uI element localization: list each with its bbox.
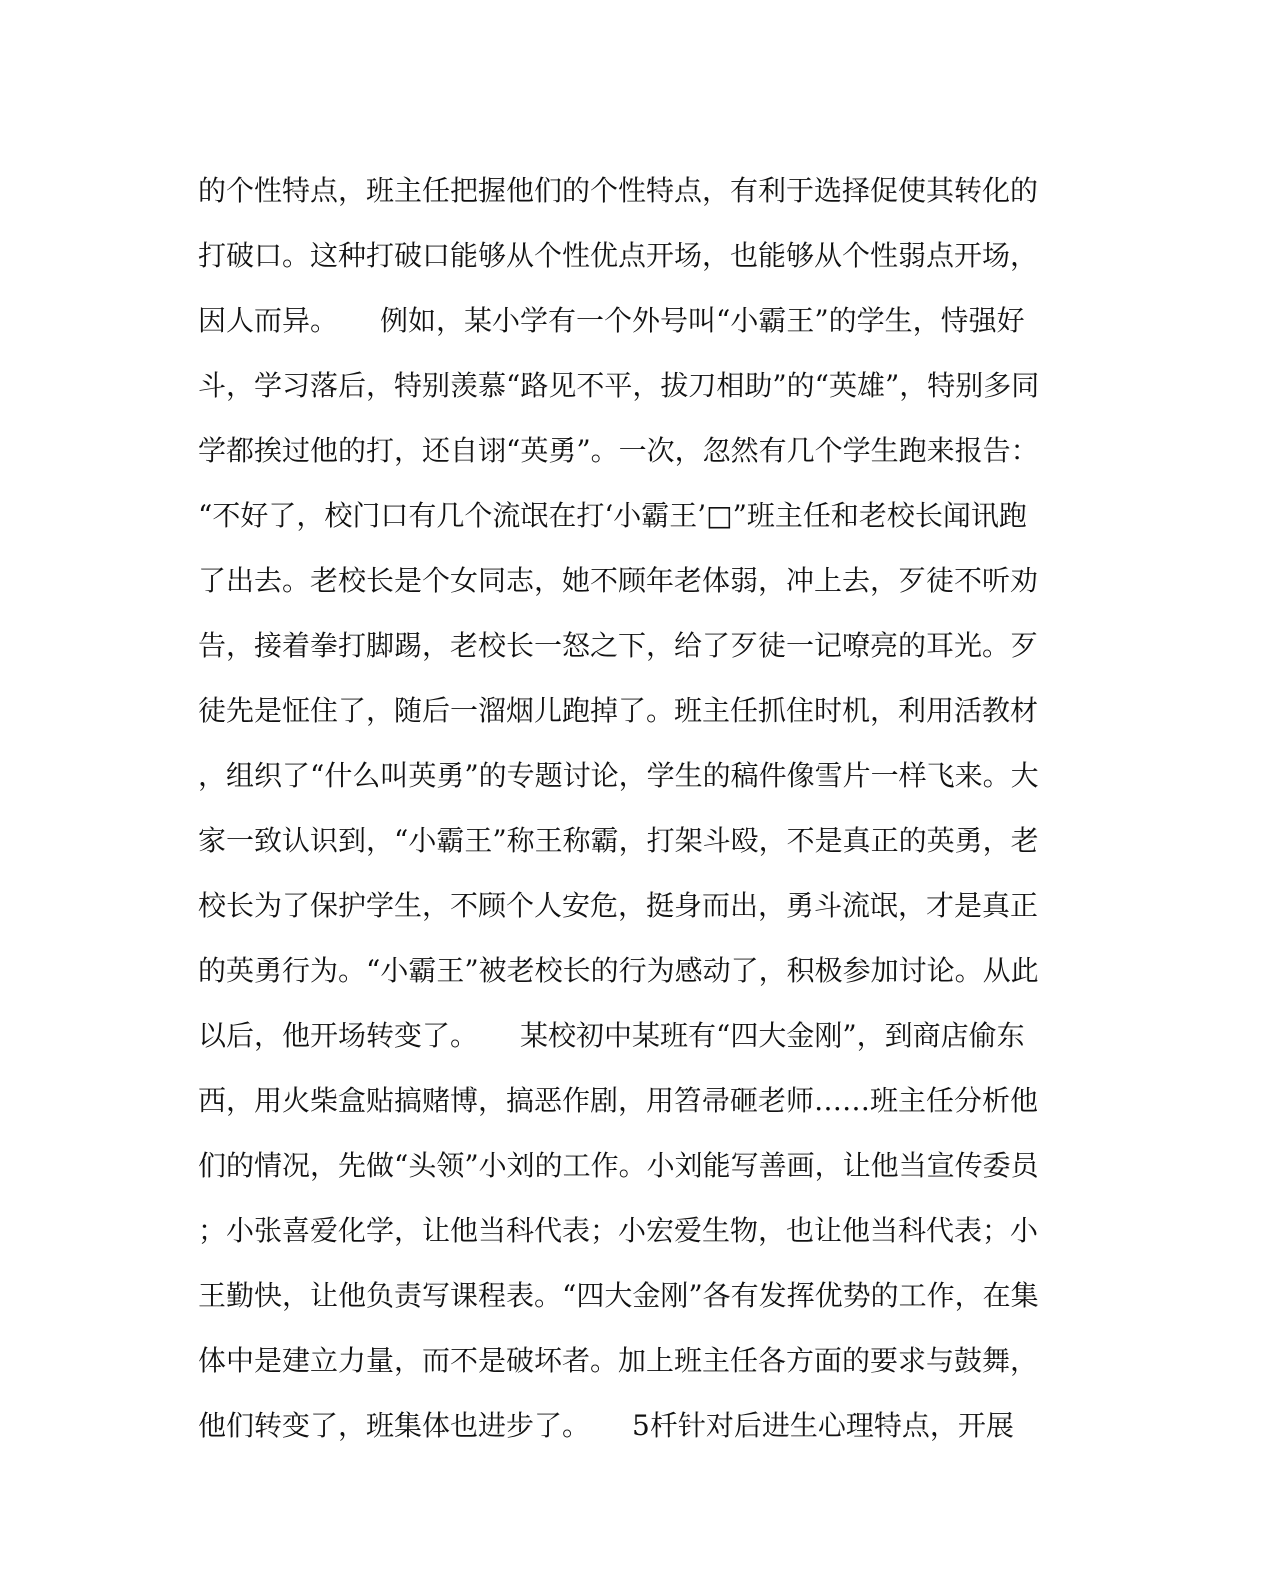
text-line: 斗，学习落后，特别羡慕“路见不平，拔刀相助”的“英雄”，特别多同 bbox=[198, 369, 1040, 402]
text-line: 校长为了保护学生，不顾个人安危，挺身而出，勇斗流氓，才是真正 bbox=[198, 889, 1039, 922]
text-line: 西，用火柴盒贴搞赌博，搞恶作剧，用笤帚砸老师……班主任分析他 bbox=[198, 1084, 1039, 1117]
text-line: 打破口。这种打破口能够从个性优点开场，也能够从个性弱点开场， bbox=[198, 239, 1039, 272]
text-line: 他们转变了，班集体也进步了。 5杄针对后进生心理特点，开展 bbox=[198, 1409, 1014, 1442]
text-line: 的英勇行为。“小霸王”被老校长的行为感动了，积极参加讨论。从此 bbox=[198, 954, 1039, 987]
text-line: 以后，他开场转变了。 某校初中某班有“四大金刚”，到商店偷东 bbox=[198, 1019, 1025, 1052]
text-line: 们的情况，先做“头领”小刘的工作。小刘能写善画，让他当宣传委员 bbox=[198, 1149, 1039, 1182]
text-line: 徒先是怔住了，随后一溜烟儿跑掉了。班主任抓住时机，利用活教材 bbox=[198, 694, 1039, 727]
text-line: “不好了，校门口有几个流氓在打‘小霸王’□”班主任和老校长闻讯跑 bbox=[198, 499, 1027, 532]
text-line: 学都挨过他的打，还自诩“英勇”。一次，忽然有几个学生跑来报告： bbox=[198, 434, 1039, 467]
text-line: 告，接着拳打脚踢，老校长一怒之下，给了歹徒一记嘹亮的耳光。歹 bbox=[198, 629, 1039, 662]
text-line: 的个性特点，班主任把握他们的个性特点，有利于选择促使其转化的 bbox=[198, 174, 1039, 207]
text-line: 了出去。老校长是个女同志，她不顾年老体弱，冲上去，歹徒不听劝 bbox=[198, 564, 1039, 597]
text-line: ；小张喜爱化学，让他当科代表；小宏爱生物，也让他当科代表；小 bbox=[198, 1214, 1039, 1247]
text-line: 王勤快，让他负责写课程表。“四大金刚”各有发挥优势的工作，在集 bbox=[198, 1279, 1039, 1312]
text-line: 家一致认识到，“小霸王”称王称霸，打架斗殴，不是真正的英勇，老 bbox=[198, 824, 1039, 857]
body-text bbox=[198, 158, 1078, 1458]
text-line: 体中是建立力量，而不是破坏者。加上班主任各方面的要求与鼓舞， bbox=[198, 1344, 1039, 1377]
text-line: 因人而异。 例如，某小学有一个外号叫“小霸王”的学生，恃强好 bbox=[198, 304, 1025, 337]
text-line: ，组织了“什么叫英勇”的专题讨论，学生的稿件像雪片一样飞来。大 bbox=[198, 759, 1039, 792]
